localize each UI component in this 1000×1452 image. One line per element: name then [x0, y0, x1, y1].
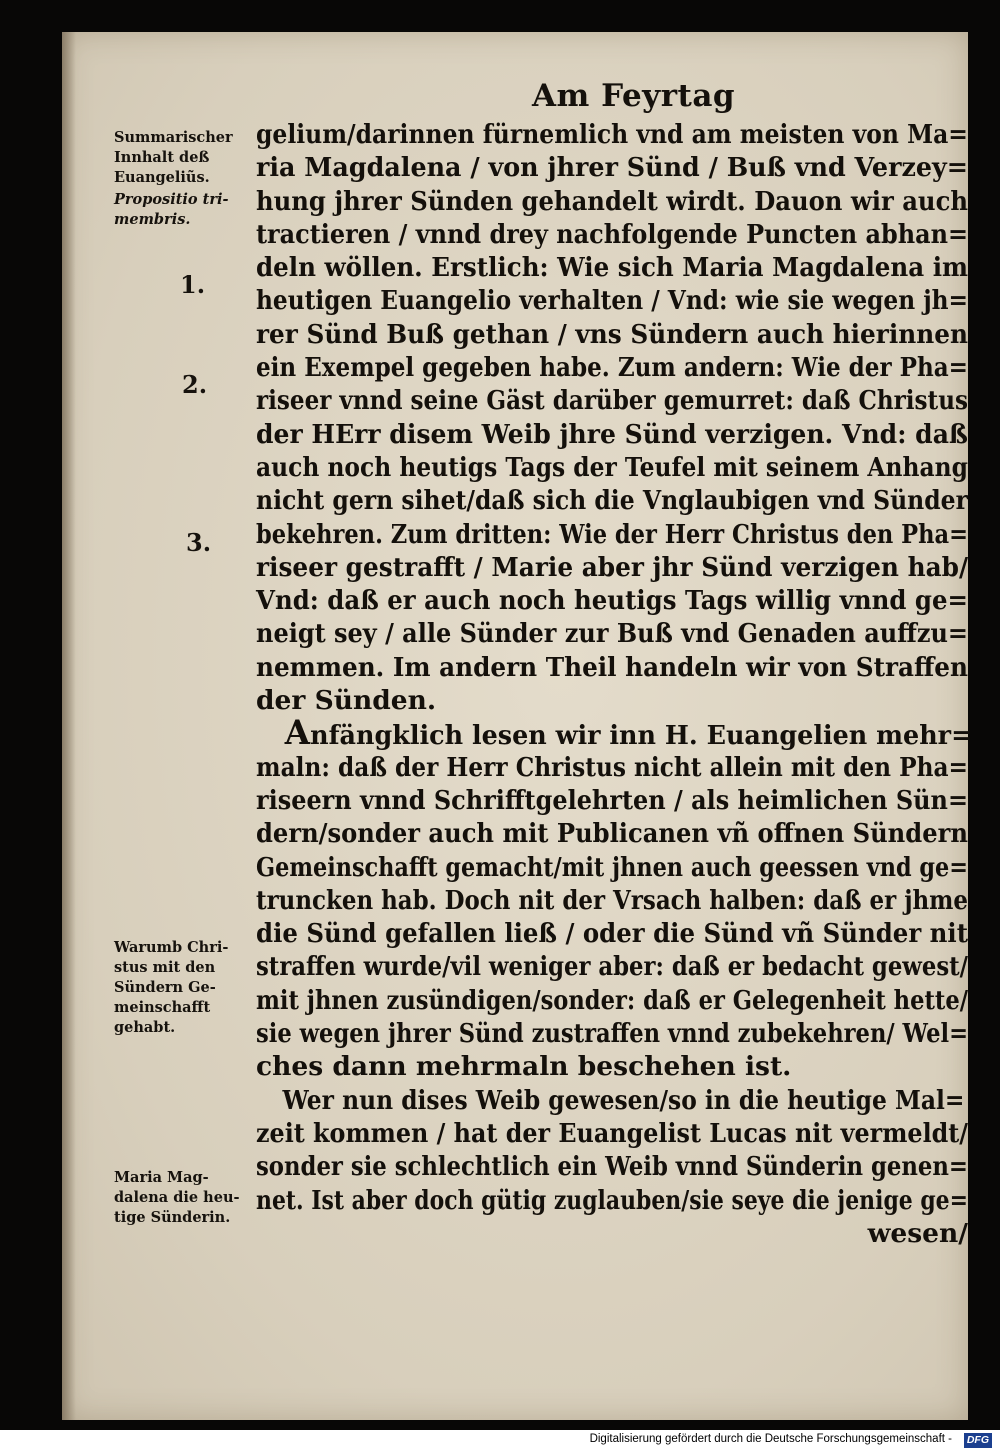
- initial-letter: A: [284, 713, 311, 754]
- main-text-block: [256, 118, 973, 1250]
- paragraph-start-line: Wer nun dises Weib gewesen/so in die heutige Mal=: [282, 1084, 965, 1116]
- text-line: heutigen Euangelio verhalten / Vnd: wie sie wegen jh=: [256, 285, 969, 317]
- text-line: der Sünden.: [256, 685, 437, 717]
- text-line: auch noch heutigs Tags der Teufel mit seinem Anhang: [256, 451, 968, 483]
- text-line: Gemeinschafft gemacht/mit jhnen auch geessen vnd ge=: [256, 851, 969, 883]
- dfg-logo: DFG: [964, 1433, 992, 1448]
- text-line: net. Ist aber doch gütig zuglauben/sie seye die jenige ge=: [256, 1184, 968, 1216]
- text-line: neigt sey / alle Sünder zur Buß vnd Genaden auffzu=: [256, 618, 969, 650]
- text-line: bekehren. Zum dritten: Wie der Herr Christus den Pha=: [256, 518, 968, 550]
- book-page: [62, 32, 973, 1420]
- point-marker-2: 2.: [182, 370, 208, 399]
- text-line: rer Sünd Buß gethan / vns Sündern auch hierinnen: [256, 318, 968, 350]
- catchword: wesen/: [867, 1217, 968, 1249]
- text-line: die Sünd gefallen ließ / oder die Sünd vñ Sünder nit: [256, 918, 968, 950]
- text-line: ria Magdalena / von jhrer Sünd / Buß vnd Verzey=: [256, 152, 969, 184]
- text-line: mit jhnen zusündigen/sonder: daß er Gelegenheit hette/: [256, 984, 968, 1016]
- point-marker-3: 3.: [186, 528, 212, 557]
- text-line: ein Exempel gegeben habe. Zum andern: Wie der Pha=: [256, 352, 968, 384]
- text-line: Vnd: daß er auch noch heutigs Tags willig vnnd ge=: [256, 585, 968, 617]
- footer-bar: [0, 1430, 1000, 1452]
- text-line: tractieren / vnnd drey nachfolgende Puncten abhan=: [256, 218, 969, 250]
- text-line: straffen wurde/vil weniger aber: daß er bedacht gewest/: [256, 951, 968, 983]
- text-line: riseer vnnd seine Gäst darüber gemurret: daß Christus: [256, 385, 968, 417]
- margin-note-warumb: Warumb Chri- stus mit den Sündern Ge- meinschafft gehabt.: [114, 939, 229, 1036]
- text-line: ches dann mehrmaln beschehen ist.: [256, 1051, 792, 1083]
- text-line: der HErr disem Weib jhre Sünd verzigen. Vnd: daß: [256, 418, 968, 450]
- running-head: Am Feyrtag: [532, 78, 736, 114]
- text-line: sonder sie schlechtlich ein Weib vnnd Sünderin genen=: [256, 1151, 968, 1183]
- text-line: sie wegen jhrer Sünd zustraffen vnnd zubekehren/ Wel=: [256, 1018, 969, 1050]
- text-line: hung jhrer Sünden gehandelt wirdt. Dauon wir auch: [256, 185, 968, 217]
- text-line: maln: daß der Herr Christus nicht allein mit den Pha=: [256, 751, 969, 783]
- text-line: deln wöllen. Erstlich: Wie sich Maria Magdalena im: [256, 252, 969, 284]
- margin-note-summary: Summarischer Innhalt deß Euangeliũs.: [114, 129, 233, 186]
- text-line: riseern vnnd Schrifftgelehrten / als heimlichen Sün=: [256, 784, 969, 816]
- text-line: riseer gestrafft / Marie aber jhr Sünd verzigen hab/: [256, 551, 969, 583]
- margin-note-maria: Maria Mag- dalena die heu- tige Sünderin.: [114, 1169, 240, 1226]
- paragraph-start-line: Anfängklich lesen wir inn H. Euangelien mehr=: [284, 713, 973, 754]
- footer-credit: Digitalisierung gefördert durch die Deutsche Forschungsgemeinschaft -: [589, 1433, 952, 1445]
- text-line: gelium/darinnen fürnemlich vnd am meisten von Ma=: [256, 119, 968, 150]
- text-line: dern/sonder auch mit Publicanen vñ offnen Sündern: [256, 818, 968, 850]
- margin-note-propositio: Propositio tri- membris.: [114, 191, 229, 228]
- text-line: nicht gern sihet/daß sich die Vnglaubigen vnd Sünder: [256, 485, 968, 517]
- page-binding-shadow: [62, 32, 76, 1420]
- text-line: nemmen. Im andern Theil handeln wir von Straffen: [256, 651, 968, 683]
- text-line: zeit kommen / hat der Euangelist Lucas nit vermeldt/: [256, 1117, 969, 1149]
- point-marker-1: 1.: [180, 270, 206, 299]
- text-line: truncken hab. Doch nit der Vrsach halben: daß er jhme: [256, 884, 969, 916]
